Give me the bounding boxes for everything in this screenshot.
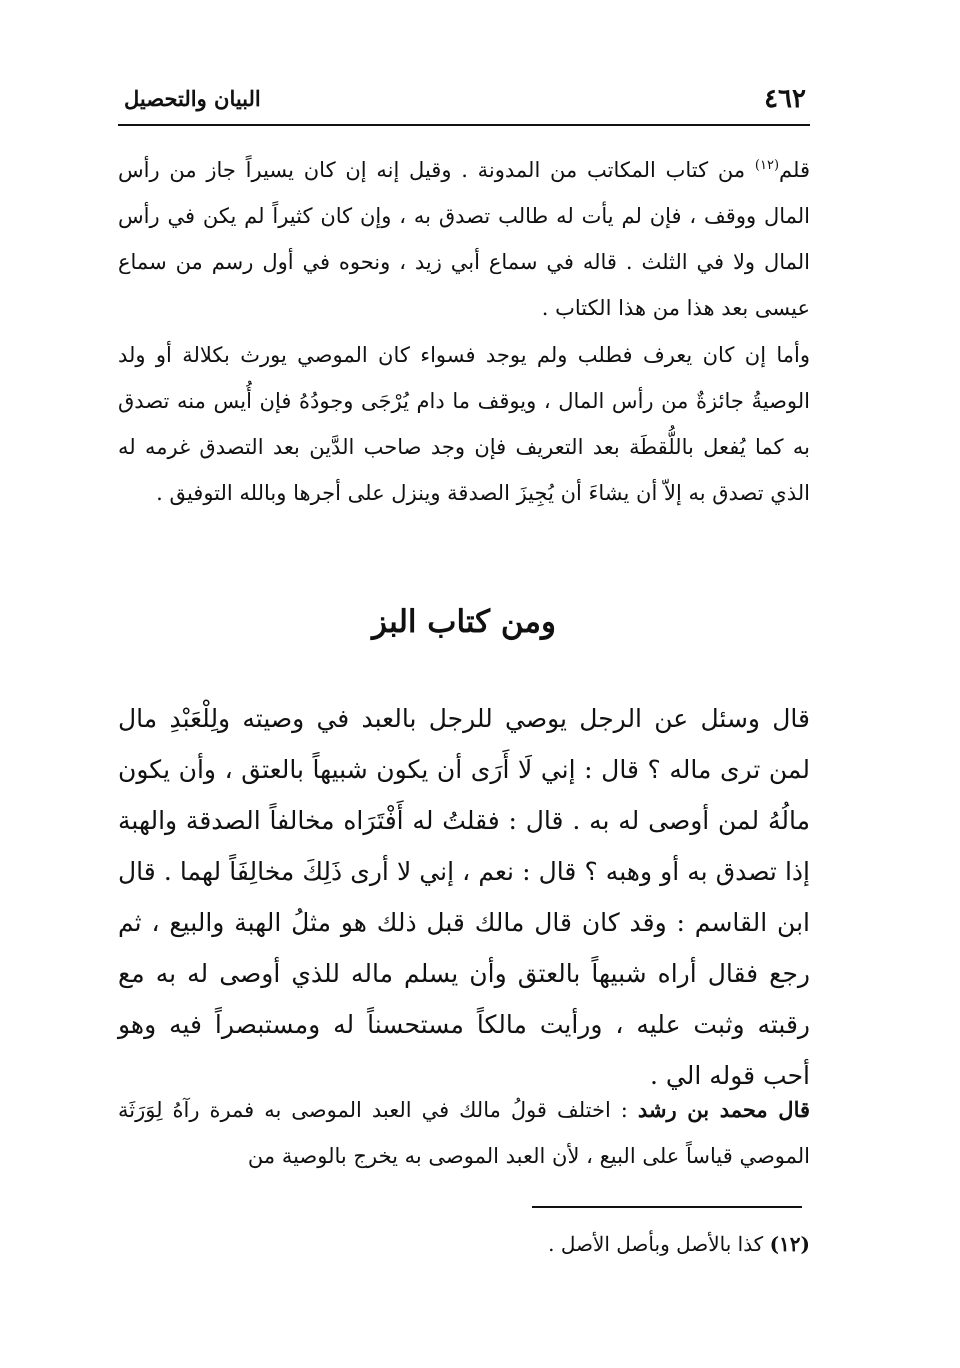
main-paragraph: قال وسئل عن الرجل يوصي للرجل بالعبد في وصيته ولِلْعَبْدِ مال لمن ترى ماله ؟ قال : إني لَا أَرَى أن يكون شبيهاً بالعتق ، وأن يكون مالُهُ لمن أوصى له به . قال : فقلتُ له أَفْتَرَاه مخالفاً الصدقة والهبة إذا تصدق به أو وهبه ؟ قال : نعم ، إني لا أرى ذَلِكَ مخالِفَاً لهما . قال ابن القاسم : وقد كان قال مالك قبل ذلك هو مثلُ الهبة والبيع ، ثم رجع فقال أراه شبيهاً بالعتق وأن يسلم ماله للذي أوصى له به مع رقبته وثبت عليه ، ورأيت مالكاً مستحسناً له ومستبصراً فيه وهو أحب قوله الي . xyxy=(118,704,810,1090)
footnote-reference[interactable]: (١٢) xyxy=(754,158,780,173)
page-number: ٤٦٢ xyxy=(764,84,806,114)
section-heading: ومن كتاب البز xyxy=(371,604,557,640)
paragraph-1-text: من كتاب المكاتب من المدونة . وقيل إنه إن كان يسيراً جاز من رأس المال ووقف ، فإن لم يأت له طالب تصدق به ، وإن كان كثيراً لم يكن في رأس المال ولا في الثلث . قاله في سماع أبي زيد ، ونحوه في أول رسم من سماع عيسى بعد هذا من هذا الكتاب . xyxy=(118,158,810,320)
paragraph-1 xyxy=(118,143,810,331)
footnote-number: (١٢) xyxy=(769,1232,810,1256)
page-header xyxy=(118,78,810,126)
running-title: البيان والتحصيل xyxy=(124,86,261,111)
commentary-text: : اختلف قولُ مالك في العبد الموصى به فمرة رآهُ لِوَرَثَة الموصي قياساً على البيع ، لأن العبد الموصى به يخرج بالوصية من xyxy=(118,1098,810,1168)
footnote-text: كذا بالأصل وبأصل الأصل . xyxy=(548,1232,770,1256)
paragraph-1-start: قلم xyxy=(779,158,810,182)
footnote-divider xyxy=(532,1206,802,1208)
commentary-paragraph xyxy=(118,1087,810,1179)
paragraph-2: وأما إن كان يعرف فطلب ولم يوجد فسواء كان الموصي يورث بكلالة أو ولد الوصيةُ جائزةٌ من رأس المال ، ويوقف ما دام يُرْجَى وجودُهُ فإن أُيس منه تصدق به كما يُفعل باللُّقطَة بعد التعريف فإن وجد صاحب الدَّين بعد التصدق غرمه له الذي تصدق به إلاّ أن يشاءَ أن يُجِيزَ الصدقة وينزل على أجرها وبالله التوفيق . xyxy=(118,343,810,505)
commentary-speaker: قال محمد بن رشد xyxy=(637,1097,811,1122)
footnote xyxy=(118,1232,810,1256)
